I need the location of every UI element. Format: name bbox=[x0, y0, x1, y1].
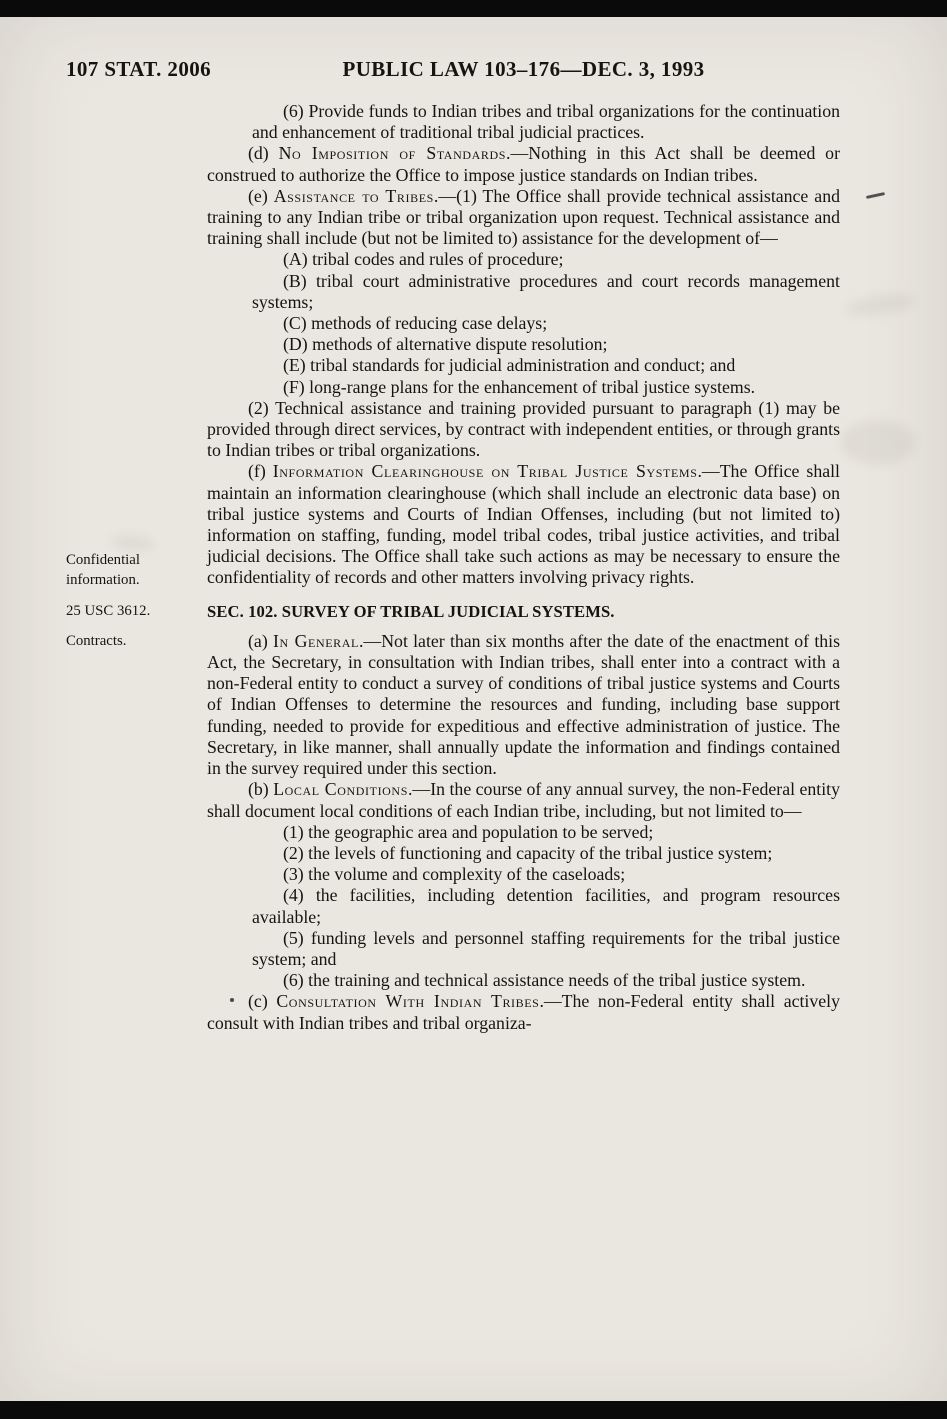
para-d-smallcaps: No Imposition of Standards bbox=[278, 143, 507, 164]
para-b-label: (b) bbox=[248, 779, 274, 800]
scan-artifact-bottom-bar bbox=[0, 1401, 947, 1419]
para-b-text: .—In the course of any annual survey, the non-Federal entity shall document local conditions of each Indian tribe, including, but not limited to— bbox=[207, 779, 840, 821]
para-b3: (3) the volume and complexity of the caseloads; bbox=[283, 864, 626, 885]
para-f-label: (f) bbox=[248, 461, 273, 482]
para-A: (A) tribal codes and rules of procedure; bbox=[283, 249, 564, 270]
scan-artifact-top-bar bbox=[0, 0, 947, 17]
para-f-smallcaps: Information Clearinghouse on Tribal Justice Systems bbox=[272, 461, 698, 482]
para-e-smallcaps: Assistance to Tribes bbox=[273, 185, 434, 206]
margin-note-confidential-information: Confidential information. bbox=[66, 552, 140, 588]
para-a-label: (a) bbox=[248, 630, 273, 651]
para-b1: (1) the geographic area and population to be served; bbox=[283, 821, 654, 842]
para-b-smallcaps: Local Conditions bbox=[273, 779, 408, 800]
para-f-text: .—The Office shall maintain an information clearinghouse (which shall include an electronic data base) on tribal justice systems and Courts of Indian Offenses, including (but not limited to) information on staffing, funding, model tribal codes, tribal justice activities, and tribal judicial decisions. The Office shall take such actions as may be necessary to ensure the confidentiality of records and other matters involving privacy rights. bbox=[207, 461, 840, 588]
para-C: (C) methods of reducing case delays; bbox=[283, 313, 548, 334]
para-E: (E) tribal standards for judicial administration and conduct; and bbox=[283, 355, 736, 376]
para-c-text: .—The non-Federal entity shall actively consult with Indian tribes and tribal organiza- bbox=[207, 991, 840, 1033]
para-6: (6) Provide funds to Indian tribes and tribal organizations for the continuation and enhancement of traditional tribal judicial practices. bbox=[252, 101, 840, 143]
para-b2: (2) the levels of functioning and capacity of the tribal justice system; bbox=[283, 842, 773, 863]
para-D: (D) methods of alternative dispute resolution; bbox=[283, 334, 608, 355]
para-e-label: (e) bbox=[248, 185, 274, 206]
sec-102-heading: SEC. 102. SURVEY OF TRIBAL JUDICIAL SYSTEMS. bbox=[207, 601, 615, 621]
margin-note-contracts: Contracts. bbox=[66, 632, 127, 649]
law-citation: PUBLIC LAW 103–176—DEC. 3, 1993 bbox=[342, 57, 705, 81]
scan-smudge bbox=[840, 420, 915, 465]
para-F: (F) long-range plans for the enhancement of tribal justice systems. bbox=[283, 376, 756, 397]
para-b bbox=[207, 779, 840, 821]
statute-body bbox=[207, 101, 840, 1034]
para-a bbox=[207, 631, 840, 779]
para-d bbox=[207, 143, 840, 185]
scan-smudge bbox=[109, 533, 155, 553]
scan-smudge bbox=[844, 290, 916, 320]
para-a-text: .—Not later than six months after the date of the enactment of this Act, the Secretary, in consultation with Indian tribes, shall enter into a contract with a non-Federal entity to conduct a survey of conditions of tribal justice systems and Courts of Indian Offenses to determine the resources and funding, including base support funding, needed to provide for expeditious and effective administration of justice. The Secretary, in like manner, shall annually update the information and findings contained in the survey required under this section. bbox=[207, 630, 841, 779]
stat-volume-page: 107 STAT. 2006 bbox=[66, 57, 212, 81]
para-e-text: .—(1) The Office shall provide technical assistance and training to any Indian tribe or tribal organization upon request. Technical assistance and training shall include (but not be limited to) assistance for the development of— bbox=[207, 185, 840, 249]
margin-note-usc-citation: 25 USC 3612. bbox=[66, 602, 151, 619]
para-f bbox=[207, 461, 840, 588]
para-a-smallcaps: In General bbox=[272, 630, 359, 651]
para-c-label: (c) bbox=[248, 991, 277, 1012]
para-b5: (5) funding levels and personnel staffing requirements for the tribal justice system; and bbox=[252, 927, 840, 969]
para-c-smallcaps: Consultation With Indian Tribes bbox=[276, 991, 540, 1012]
para-d-label: (d) bbox=[248, 143, 279, 164]
para-d-text: .—Nothing in this Act shall be deemed or construed to authorize the Office to impose justice standards on Indian tribes. bbox=[207, 143, 840, 185]
para-c bbox=[207, 991, 840, 1033]
para-B: (B) tribal court administrative procedures and court records management systems; bbox=[252, 270, 840, 312]
scan-speck-dash bbox=[866, 192, 885, 199]
para-b4: (4) the facilities, including detention facilities, and program resources available; bbox=[252, 885, 840, 927]
para-e bbox=[207, 186, 840, 250]
para-2: (2) Technical assistance and training provided pursuant to paragraph (1) may be provided through direct services, by contract with independent entities, or through grants to Indian tribes or tribal organizations. bbox=[207, 397, 840, 461]
para-b6: (6) the training and technical assistance needs of the tribal justice system. bbox=[283, 970, 806, 991]
